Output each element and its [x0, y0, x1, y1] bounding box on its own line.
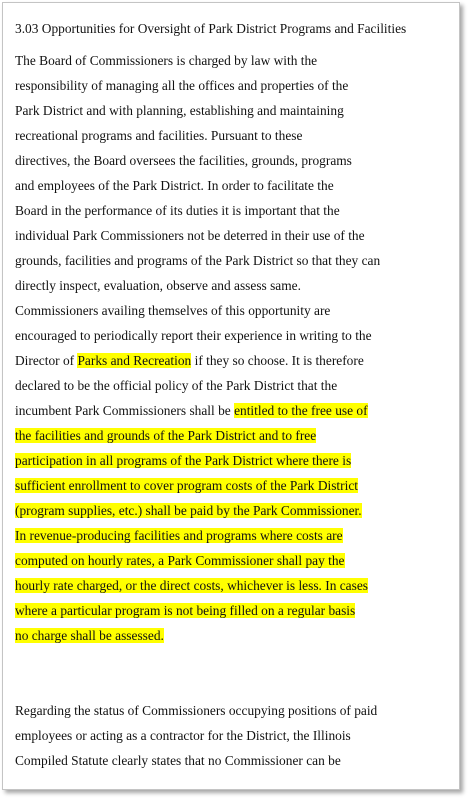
- text-line: employees or acting as a contractor for the District, the Illinois: [15, 728, 351, 743]
- line-text: incumbent Park Commissioners shall be: [15, 403, 235, 418]
- text-line: and employees of the Park District. In order to facilitate the: [15, 178, 334, 193]
- text-line: Compiled Statute clearly states that no Commissioner can be: [15, 753, 341, 768]
- line-text: if they so choose. It is therefore: [191, 353, 364, 368]
- text-line: The Board of Commissioners is charged by law with the: [15, 53, 318, 68]
- highlighted-line: [15, 476, 358, 498]
- text-line: directly inspect, evaluation, observe and assess same.: [15, 278, 301, 293]
- text-line: recreational programs and facilities. Pursuant to these: [15, 128, 303, 143]
- highlighted-text: sufficient enrollment to cover program costs of the Park District: [15, 478, 358, 493]
- highlighted-line: [15, 601, 355, 623]
- highlighted-line: [15, 426, 316, 448]
- highlighted-text: (program supplies, etc.) shall be paid by the Park Commissioner.: [15, 503, 362, 518]
- highlighted-text: participation in all programs of the Park District where there is: [15, 453, 352, 468]
- text-line: Regarding the status of Commissioners occupying positions of paid: [15, 703, 378, 718]
- highlighted-text: hourly rate charged, or the direct costs, whichever is less. In cases: [15, 578, 368, 593]
- line-text: Director of: [15, 353, 78, 368]
- text-line: Board in the performance of its duties it is important that the: [15, 203, 340, 218]
- highlighted-text: computed on hourly rates, a Park Commissioner shall pay the: [15, 553, 345, 568]
- highlighted-line: [15, 526, 343, 548]
- document-frame: [2, 2, 460, 790]
- section-heading: 3.03 Opportunities for Oversight of Park District Programs and Facilities: [15, 21, 407, 36]
- highlighted-line: [15, 501, 362, 523]
- highlighted-line: [15, 551, 345, 573]
- text-line: Commissioners availing themselves of this opportunity are: [15, 303, 331, 318]
- text-line: Park District and with planning, establishing and maintaining: [15, 103, 344, 118]
- text-line: encouraged to periodically report their experience in writing to the: [15, 328, 372, 343]
- highlighted-text: where a particular program is not being filled on a regular basis: [15, 603, 356, 618]
- highlighted-line: [15, 626, 164, 648]
- text-line: declared to be the official policy of the Park District that the: [15, 378, 338, 393]
- highlighted-text: the facilities and grounds of the Park District and to free: [15, 428, 317, 443]
- highlighted-text: entitled to the free use of: [234, 403, 368, 418]
- text-line: individual Park Commissioners not be deterred in their use of the: [15, 228, 365, 243]
- highlighted-text: no charge shall be assessed.: [15, 628, 164, 643]
- highlighted-line: [15, 576, 368, 598]
- text-line: responsibility of managing all the offices and properties of the: [15, 78, 349, 93]
- highlighted-line: [15, 451, 351, 473]
- text-line: [15, 351, 364, 373]
- text-line: [15, 401, 368, 423]
- highlighted-text: Parks and Recreation: [77, 353, 192, 368]
- highlighted-text: In revenue-producing facilities and programs where costs are: [15, 528, 343, 543]
- text-line: grounds, facilities and programs of the Park District so that they can: [15, 253, 381, 268]
- text-line: directives, the Board oversees the facilities, grounds, programs: [15, 153, 352, 168]
